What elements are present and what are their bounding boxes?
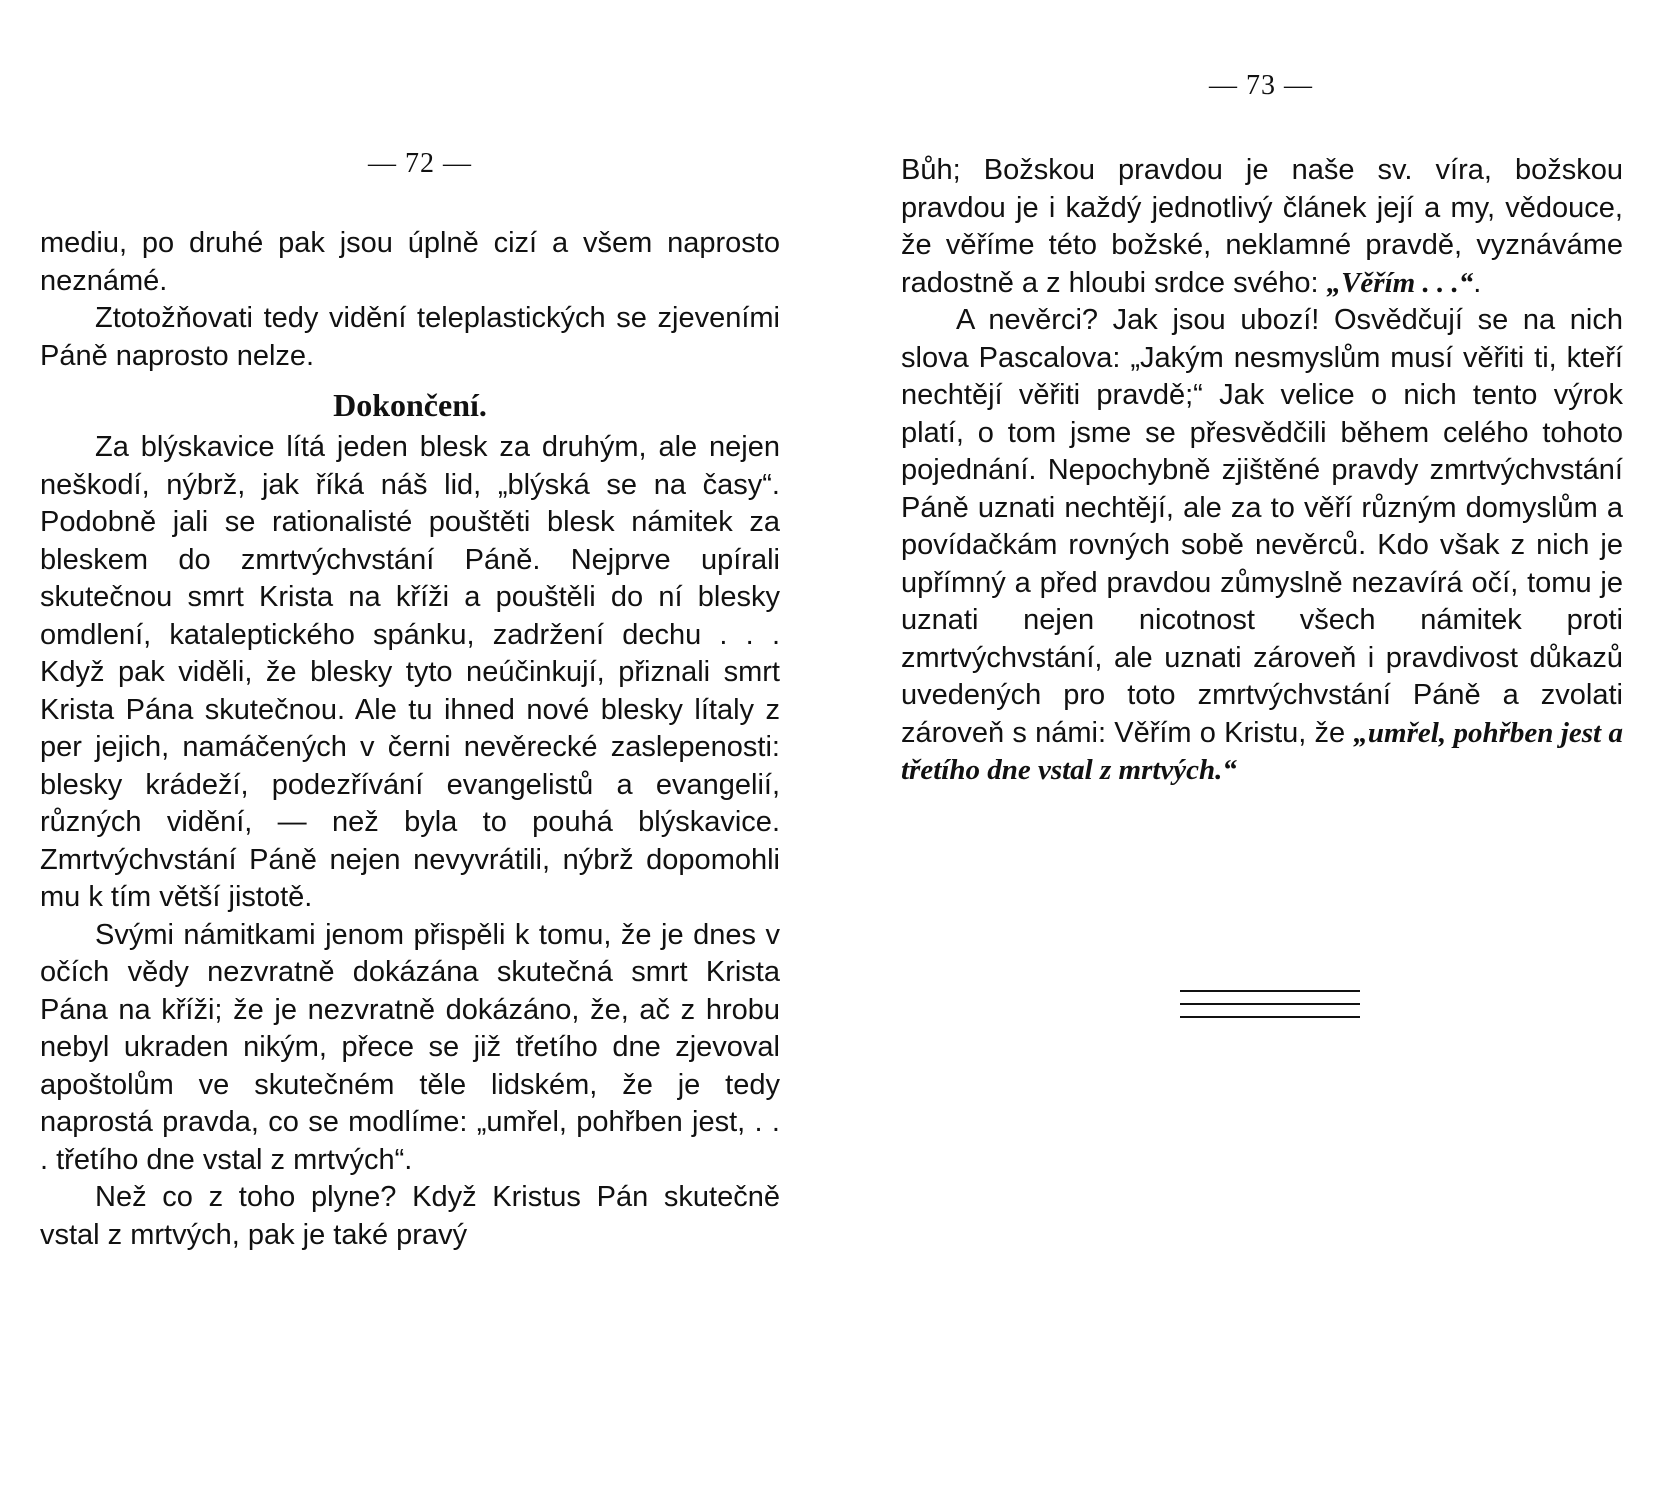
paragraph [901,302,1623,790]
page-number-left: — 72 — [368,148,472,179]
paragraph-text: A nevěrci? Jak jsou ubozí! Osvědčují se na nich slova Pascalova: „Jakým nesmyslům musí věřiti ti, kteří nechtějí věřiti pravdě;“ Jak velice o nich tento výrok platí, o tom jsme se přesvědčili během celého tohoto pojednání. Nepochybně zjištěné pravdy zmrtvýchvstání Páně uznati nechtějí, ale za to věří různým domyslům a povídačkám rovných sobě nevěrců. Kdo však z nich je upřímný a před pravdou zůmyslně nezavírá očí, tomu je uznati nejen nicotnost všech námitek proti zmrtvýchvstání, ale uznati zároveň i pravdivost důkazů uvedených pro toto zmrtvýchvstání Páně a zvolati zároveň s námi: Věřím o Kristu, že [901,304,1623,749]
paragraph: Za blýskavice lítá jeden blesk za druhým, ale nejen neškodí, nýbrž, jak říká náš lid, „blýská se na časy“. Podobně jali se rationalisté pouštěti blesk námitek za bleskem do zmrtvýchvstání Páně. Nejprve upírali skutečnou smrt Krista na kříži a pouštěli do ní blesky omdlení, kataleptického spánku, zadržení dechu . . . Když pak viděli, že blesky tyto neúčinkují, přiznali smrt Krista Pána skutečnou. Ale tu ihned nové blesky lítaly z per jejich, namáčených v černi nevěrecké zaslepenosti: blesky krádeží, podezřívání evangelistů a evangelií, různých vidění, — než byla to pouhá blýskavice. Zmrtvýchvstání Páně nejen nevyvrátili, nýbrž dopomohli mu k tím větší jistotě. [40,431,780,913]
end-divider [1180,990,1360,1029]
paragraph: Než co z toho plyne? Když Kristus Pán skutečně vstal z mrtvých, pak je také pravý [40,1181,780,1251]
right-page-text [901,152,1623,790]
divider-line [1180,1003,1360,1005]
paragraph-text: Bůh; Božskou pravdou je naše sv. víra, božskou pravdou je i každý jednotlivý článek její a my, vědouce, že věříme této božské, neklamné pravdě, vyznáváme radostně a z hloubi srdce svého: [901,154,1623,299]
right-page [836,0,1672,1501]
quote: „umřel, pohřben jest a třetího dne vstal z mrtvých.“ [901,716,1623,786]
section-heading: Dokončení. [333,387,487,423]
paragraph-end: . [1473,266,1482,299]
divider-line [1180,1016,1360,1018]
paragraph [901,152,1623,302]
paragraph: Ztotožňovati tedy vidění teleplastických se zjeveními Páně naprosto nelze. [40,302,780,372]
quote: „Věřím . . .“ [1326,266,1474,299]
divider-line [1180,990,1360,992]
left-page-text [40,225,780,1254]
page-number-right: — 73 — [1209,70,1313,101]
paragraph: mediu, po druhé pak jsou úplně cizí a všem naprosto neznámé. [40,227,780,297]
paragraph: Svými námitkami jenom přispěli k tomu, že je dnes v očích vědy nezvratně dokázána skutečná smrt Krista Pána na kříži; že je nezvratně dokázáno, že, ač z hrobu nebyl ukraden nikým, přece se již třetího dne zjevoval apoštolům ve skutečném těle lidském, že je tedy naprostá pravda, co se modlíme: „umřel, pohřben jest, . . . třetího dne vstal z mrtvých“. [40,918,780,1176]
